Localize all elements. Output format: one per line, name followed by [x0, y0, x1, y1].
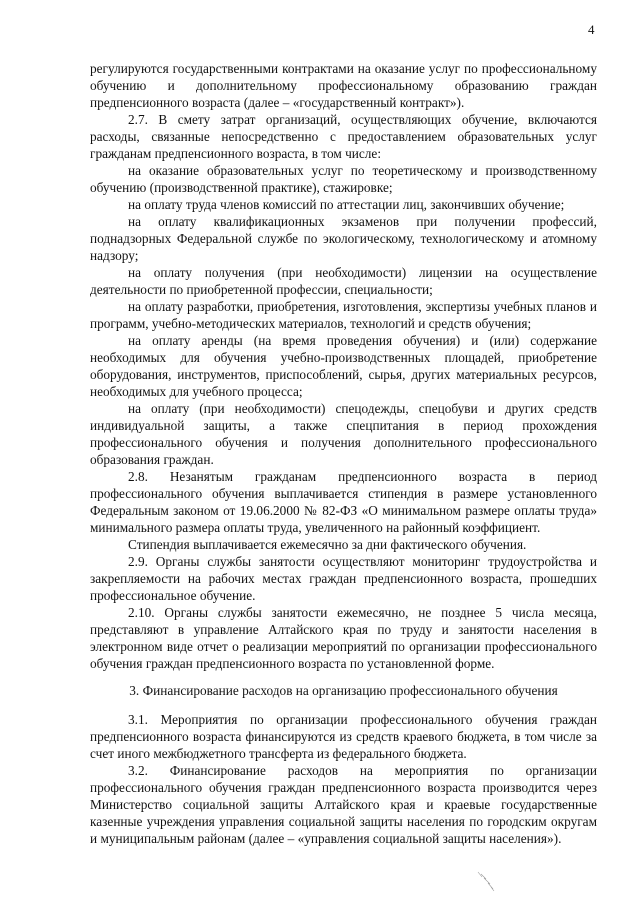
list-item-rent: на оплату аренды (на время проведения обучения) и (или) содержание необходимых для обучения учебно-производственных площадей, приобретение оборудования, инструментов, приспособлений, сырья, других материальных ресурсов, необходимых для учебного процесса; — [90, 333, 597, 399]
paragraph-stipend: Стипендия выплачивается ежемесячно за дни фактического обучения. — [128, 537, 527, 552]
list-item-curriculum: на оплату разработки, приобретения, изготовления, экспертизы учебных планов и программ, учебно-методических материалов, технологий и средств обучения; — [90, 299, 597, 331]
page-number: 4 — [588, 22, 595, 37]
paragraph-2-8: 2.8. Незанятым гражданам предпенсионного возраста в период профессионального обучения выплачивается стипендия в размере установленного Федеральным законом от 19.06.2000 № 82-ФЗ «О минимальном размере оплаты труда» минимального размера оплаты труда, увеличенного на районный коэффициент. — [90, 469, 597, 535]
paragraph-2-7: 2.7. В смету затрат организаций, осуществляющих обучение, включаются расходы, связанные непосредственно с предоставлением образовательных услуг гражданам предпенсионного возраста, в том числе: — [90, 112, 597, 161]
list-item-license: на оплату получения (при необходимости) лицензии на осуществление деятельности по приобретенной профессии, специальности; — [90, 265, 597, 297]
list-item-education-services: на оказание образовательных услуг по теоретическому и производственному обучению (производственной практике), стажировке; — [90, 163, 597, 195]
paragraph-3-2: 3.2. Финансирование расходов на мероприятия по организации профессионального обучения граждан предпенсионного возраста производится через Министерство социальной защиты Алтайского края и краевые государственные казенные учреждения управления социальной защиты населения по городским округам и муниципальным районам (далее – «управления социальной защиты населения»). — [90, 763, 597, 846]
scan-artifact-mark — [476, 870, 496, 892]
paragraph-2-10: 2.10. Органы службы занятости ежемесячно, не позднее 5 числа месяца, представляют в управление Алтайского края по труду и занятости населения в электронном виде отчет о реализации мероприятий по организации профессионального обучения граждан предпенсионного возраста по установленной форме. — [90, 605, 597, 671]
list-item-protective-gear: на оплату (при необходимости) спецодежды, спецобуви и других средств индивидуальной защиты, а также спецпитания в период прохождения профессионального обучения и получения дополнительного профессионального образования граждан. — [90, 401, 597, 467]
paragraph-3-1: 3.1. Мероприятия по организации профессионального обучения граждан предпенсионного возраста финансируются из средств краевого бюджета, в том числе за счет иного межбюджетного трансферта из федерального бюджета. — [90, 712, 597, 761]
paragraph-2-9: 2.9. Органы службы занятости осуществляют мониторинг трудоустройства и закрепляемости на рабочих местах граждан предпенсионного возраста, прошедших профессиональное обучение. — [90, 554, 597, 603]
paragraph-continuation: регулируются государственными контрактами на оказание услуг по профессиональному обучению и дополнительному профессиональному образованию граждан предпенсионного возраста (далее – «государственный контракт»). — [90, 61, 597, 110]
list-item-commission-pay: на оплату труда членов комиссий по аттестации лиц, закончивших обучение; — [128, 197, 565, 212]
list-item-qualification-exams: на оплату квалификационных экзаменов при получении профессий, поднадзорных Федеральной службе по экологическому, технологическому и атомному надзору; — [90, 214, 597, 263]
section-heading-3: 3. Финансирование расходов на организацию профессионального обучения — [129, 683, 558, 698]
document-body — [90, 60, 597, 847]
